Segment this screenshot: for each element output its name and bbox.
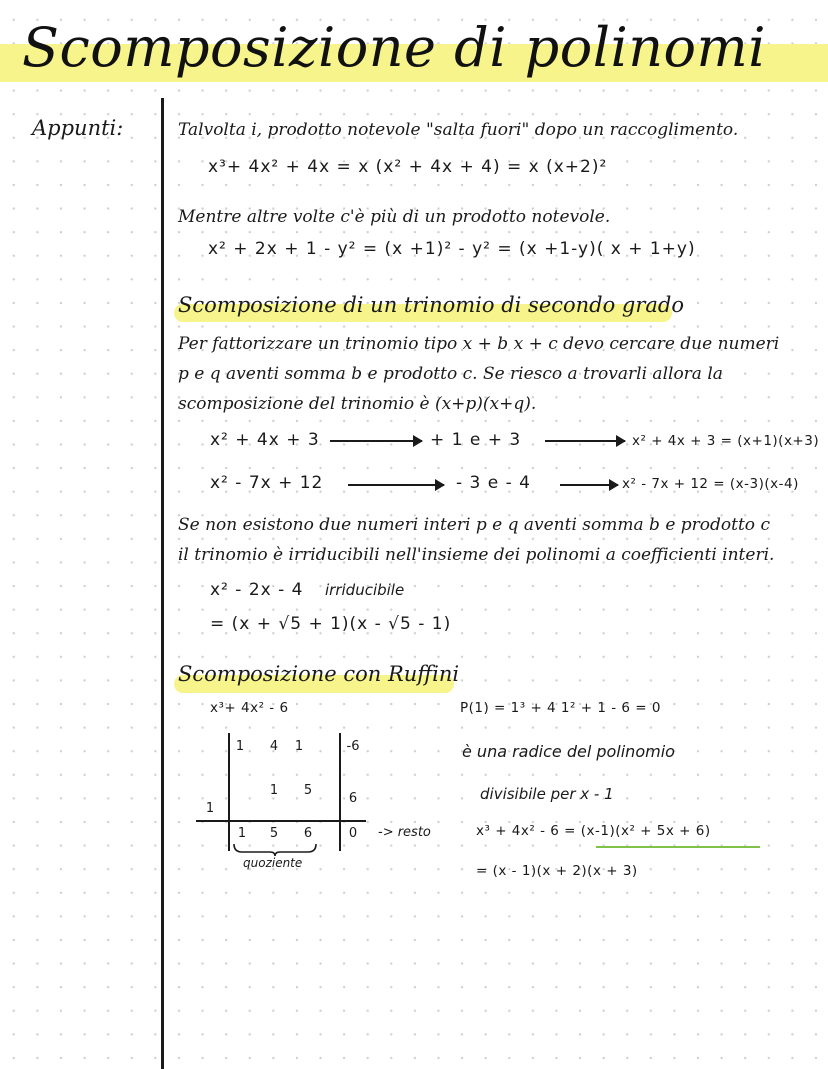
example2-result: x² - 7x + 12 = (x-3)(x-4) <box>622 476 799 492</box>
margin-line <box>161 98 164 1069</box>
ruffini-factor-2: = (x - 1)(x + 2)(x + 3) <box>476 863 638 879</box>
section4-heading: Scomposizione con Ruffini <box>178 662 460 686</box>
example3-result: = (x + √5 + 1)(x - √5 - 1) <box>210 614 452 634</box>
section3-heading: Scomposizione di un trinomio di secondo grado <box>178 293 685 317</box>
ruffini-product: 6 <box>348 791 358 806</box>
ruffini-coeff: 4 <box>269 739 279 754</box>
ruffini-result: 0 <box>348 826 358 841</box>
ruffini-horizontal <box>196 820 366 822</box>
ruffini-result: 5 <box>269 826 279 841</box>
section3-line5: il trinomio è irriducibili nell'insieme dei polinomi a coefficienti interi. <box>178 545 775 565</box>
section1-formula: x³+ 4x² + 4x = x (x² + 4x + 4) = x (x+2)² <box>208 157 608 177</box>
ruffini-note-1: è una radice del polinomio <box>462 742 675 761</box>
section1-text: Talvolta i, prodotto notevole "salta fuori" dopo un raccoglimento. <box>178 120 739 140</box>
example2-poly: x² - 7x + 12 <box>210 473 324 493</box>
example1-arrow-2 <box>545 440 625 442</box>
ruffini-note-2: divisibile per x - 1 <box>480 785 614 803</box>
ruffini-coeff: -6 <box>346 739 360 754</box>
example1-poly: x² + 4x + 3 <box>210 430 320 450</box>
example3-poly: x² - 2x - 4 <box>210 580 304 600</box>
quoziente-label: quoziente <box>243 856 303 870</box>
example1-result: x² + 4x + 3 = (x+1)(x+3) <box>632 433 820 449</box>
section3-line2: p e q aventi somma b e prodotto c. Se riesco a trovarli allora la <box>178 364 723 384</box>
green-underline <box>596 846 760 848</box>
example1-nums: + 1 e + 3 <box>430 430 522 450</box>
section3-line1: Per fattorizzare un trinomio tipo x + b x + c devo cercare due numeri <box>178 334 780 354</box>
ruffini-result: 6 <box>303 826 313 841</box>
example2-arrow-2 <box>560 484 618 486</box>
ruffini-product: 5 <box>303 783 313 798</box>
ruffini-coeff: 1 <box>235 739 245 754</box>
ruffini-factor-1: x³ + 4x² - 6 = (x-1)(x² + 5x + 6) <box>476 823 711 839</box>
ruffini-root: 1 <box>205 801 215 816</box>
side-label: Appunti: <box>32 116 124 140</box>
example2-nums: - 3 e - 4 <box>456 473 531 493</box>
example2-arrow-1 <box>348 484 444 486</box>
ruffini-vertical-right <box>339 733 341 851</box>
example3-note: irriducibile <box>325 581 405 599</box>
ruffini-coeff: 1 <box>294 739 304 754</box>
page-title: Scomposizione di polinomi <box>22 16 767 79</box>
section3-line4: Se non esistono due numeri interi p e q aventi somma b e prodotto c <box>178 515 770 535</box>
section2-formula: x² + 2x + 1 - y² = (x +1)² - y² = (x +1-y)( x + 1+y) <box>208 239 696 259</box>
quoziente-brace <box>232 842 318 856</box>
section2-text: Mentre altre volte c'è più di un prodotto notevole. <box>178 207 611 227</box>
section3-line3: scomposizione del trinomio è (x+p)(x+q). <box>178 394 537 414</box>
ruffini-eval: P(1) = 1³ + 4 1² + 1 - 6 = 0 <box>460 700 661 716</box>
ruffini-poly: x³+ 4x² - 6 <box>210 700 289 716</box>
example1-arrow-1 <box>330 440 422 442</box>
ruffini-product: 1 <box>269 783 279 798</box>
resto-label: -> resto <box>378 825 431 840</box>
ruffini-result: 1 <box>237 826 247 841</box>
